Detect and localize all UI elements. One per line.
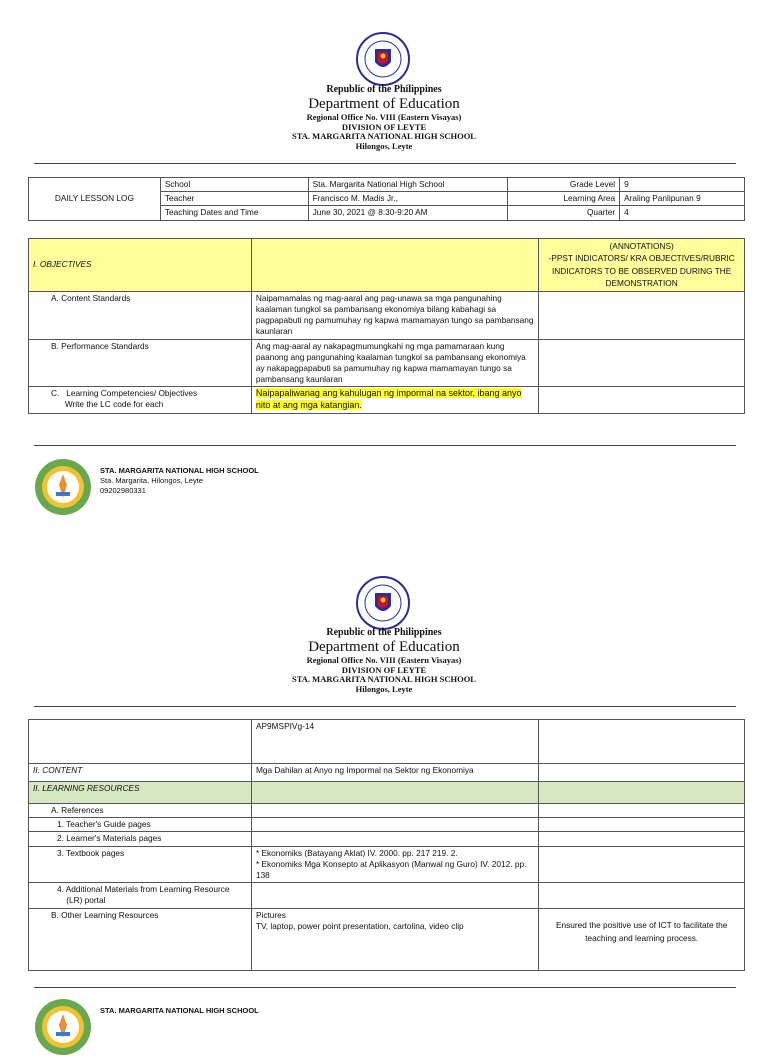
school-logo-icon — [34, 998, 92, 1056]
deped-seal-icon — [356, 32, 410, 86]
school-footer — [34, 458, 434, 518]
department-title: Department of Education — [308, 638, 460, 655]
content-heading: II. CONTENT — [29, 764, 252, 782]
textbook-label: 3. Textbook pages — [29, 846, 252, 883]
footer-school-name: STA. MARGARITA NATIONAL HIGH SCHOOL — [100, 466, 259, 475]
log-title: DAILY LESSON LOG — [29, 178, 161, 221]
area-value: Araling Panlipunan 9 — [620, 192, 745, 206]
competencies-annotation — [539, 387, 745, 413]
learners-materials-value — [251, 832, 538, 846]
quarter-value: 4 — [620, 206, 745, 220]
teacher-label: Teacher — [160, 192, 308, 206]
school-value: Sta. Margarita National High School — [308, 178, 508, 192]
content-standards-label: A. Content Standards — [29, 291, 252, 339]
teacher-value: Francisco M. Madis Jr., — [308, 192, 508, 206]
references-label: A. References — [29, 804, 252, 818]
other-resources-annotation: Ensured the positive use of ICT to facilitate the teaching and learning process. — [539, 908, 745, 970]
textbook-annotation — [539, 846, 745, 883]
teachers-guide-label: 1. Teacher's Guide pages — [29, 818, 252, 832]
annotations-header: (ANNOTATIONS) -PPST INDICATORS/ KRA OBJECTIVES/RUBRIC INDICATORS TO BE OBSERVED DURING THE DEMONSTRATION — [539, 239, 745, 292]
school-footer — [34, 998, 434, 1058]
grade-value: 9 — [620, 178, 745, 192]
teachers-guide-annotation — [539, 818, 745, 832]
info-table — [28, 177, 745, 221]
school-text: STA. MARGARITA NATIONAL HIGH SCHOOL — [292, 131, 476, 142]
performance-standards-value: Ang mag-aaral ay nakapagmumungkahi ng mga pamamaraan kung paanong ang pangunahing kaalaman tungkol sa pambansang ekonomiya ay nakapagpapabuti sa pamumuhay ng kapwa mamamayan tungo sa pambansang kaunlaran — [251, 339, 538, 387]
teachers-guide-value — [251, 818, 538, 832]
letterhead — [0, 627, 768, 695]
footer-address: Sta. Margarita, Hilongos, Leyte — [100, 475, 203, 485]
content-standards-value: Naipamamalas ng mag-aaral ang pag-unawa sa mga pangunahing kaalaman tungkol sa pambansang ekonomiya bilang kabahagi sa pagpapabuti ng pamumuhay ng kapwa mamamayan tungo sa pambansang kaunlaran — [251, 291, 538, 339]
learners-materials-annotation — [539, 832, 745, 846]
footer-phone: 09202980331 — [100, 485, 146, 495]
references-annotation — [539, 804, 745, 818]
other-resources-value: Pictures TV, laptop, power point presentation, cartolina, video clip — [251, 908, 538, 970]
resources-annotation — [539, 782, 745, 804]
resources-empty — [251, 782, 538, 804]
content-table — [28, 719, 745, 971]
content-annotation — [539, 764, 745, 782]
location-text: Hilongos, Leyte — [355, 684, 413, 695]
quarter-label: Quarter — [508, 206, 620, 220]
performance-standards-label: B. Performance Standards — [29, 339, 252, 387]
dates-label: Teaching Dates and Time — [160, 206, 308, 220]
deped-seal-icon — [356, 576, 410, 630]
references-value — [251, 804, 538, 818]
divider — [34, 445, 736, 446]
objectives-heading: I. OBJECTIVES — [29, 239, 252, 292]
competencies-value: Naipapaliwanag ang kahulugan ng impormal na sektor, ibang anyo nito at ang mga katangian. — [255, 388, 522, 411]
area-label: Learning Area — [508, 192, 620, 206]
grade-label: Grade Level — [508, 178, 620, 192]
region-text: Regional Office No. VIII (Eastern Visayas) — [306, 111, 462, 122]
additional-materials-value — [251, 883, 538, 908]
content-value: Mga Dahilan at Anyo ng Impormal na Sektor ng Ekonomiya — [251, 764, 538, 782]
divider — [34, 706, 736, 707]
competencies-label: C. Learning Competencies/ Objectives Write the LC code for each — [29, 387, 252, 413]
republic-text: Republic of the Philippines — [326, 627, 442, 638]
school-logo-icon — [34, 458, 92, 516]
letterhead — [0, 84, 768, 152]
content-standards-annotation — [539, 291, 745, 339]
school-label: School — [160, 178, 308, 192]
textbook-value: * Ekonomiks (Batayang Aklat) IV. 2000. pp. 217 219. 2. * Ekonomiks Mga Konsepto at Aplikasyon (Manwal ng Guro) IV. 2012. pp. 138 — [251, 846, 538, 883]
objectives-table — [28, 238, 745, 414]
lc-code-annotation — [539, 720, 745, 764]
lc-code-label-empty — [29, 720, 252, 764]
dates-value: June 30, 2021 @ 8:30-9:20 AM — [308, 206, 508, 220]
lc-code: AP9MSPIVg-14 — [251, 720, 538, 764]
other-resources-label: B. Other Learning Resources — [29, 908, 252, 970]
division-text: DIVISION OF LEYTE — [341, 121, 427, 132]
resources-heading: II. LEARNING RESOURCES — [29, 782, 252, 804]
objectives-empty — [251, 239, 538, 292]
school-text: STA. MARGARITA NATIONAL HIGH SCHOOL — [292, 674, 476, 685]
additional-materials-annotation — [539, 883, 745, 908]
republic-text: Republic of the Philippines — [326, 84, 442, 95]
department-title: Department of Education — [308, 95, 460, 112]
region-text: Regional Office No. VIII (Eastern Visayas) — [306, 654, 462, 665]
learners-materials-label: 2. Learner's Materials pages — [29, 832, 252, 846]
performance-standards-annotation — [539, 339, 745, 387]
additional-materials-label: 4. Additional Materials from Learning Resource (LR) portal — [29, 883, 252, 908]
divider — [34, 163, 736, 164]
footer-school-name: STA. MARGARITA NATIONAL HIGH SCHOOL — [100, 1006, 259, 1015]
divider — [34, 987, 736, 988]
location-text: Hilongos, Leyte — [355, 141, 413, 152]
division-text: DIVISION OF LEYTE — [341, 664, 427, 675]
